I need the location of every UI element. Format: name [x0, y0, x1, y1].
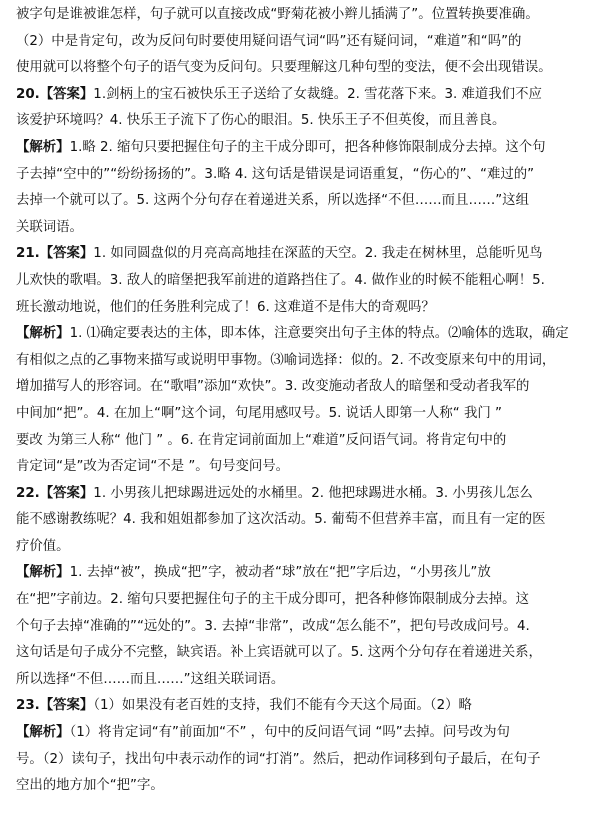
text-line [16, 454, 594, 481]
answer-label: 【解析】 [16, 565, 70, 581]
text-line [16, 374, 594, 401]
text-line [16, 560, 594, 587]
text-line [16, 773, 594, 800]
text-line [16, 693, 594, 720]
line-text: 中间加“把”。4. 在加上“啊”这个词，句尾用感叹号。5. 说话人即第一人称“ 我门 ” [16, 405, 502, 421]
text-line [16, 534, 594, 561]
line-text: 被字句是谁被谁怎样，句子就可以直接改成“野菊花被小辫儿插满了”。位置转换要准确。 [16, 7, 539, 22]
line-text: （2）中是肯定句，改为反问句时要使用疑问语气词“吗”还有疑问词，“难道”和“吗”的 [16, 33, 522, 49]
answer-label: 【解析】 [16, 139, 70, 155]
line-text: 1.剑柄上的宝石被快乐王子送给了女裁缝。2. 雪花落下来。3. 难道我们不应 [93, 86, 542, 102]
line-text: 班长激动地说，他们的任务胜利完成了！6. 这难道不是伟大的奇观吗？ [16, 299, 435, 315]
text-line [16, 241, 594, 268]
text-line [16, 348, 594, 375]
answer-label: 21.【答案】 [16, 246, 94, 262]
text-line [16, 747, 594, 774]
text-line [16, 428, 594, 455]
text-line [16, 507, 594, 534]
line-text: 增加描写人的形容词。在“歌唱”添加“欢快”。3. 改变施动者敌人的暗堡和受动者我军的 [16, 379, 530, 395]
line-text: 所以选择“不但……而且……”这组关联词语。 [16, 671, 285, 687]
line-text: 有相似之点的乙事物来描写或说明甲事物。⑶喻词选择：似的。2. 不改变原来句中的用词， [16, 352, 556, 368]
answer-label: 20.【答案】 [16, 86, 94, 102]
line-text: 这句话是句子成分不完整，缺宾语。补上宾语就可以了。5. 这两个分句存在着递进关系， [16, 645, 542, 661]
line-text: 该爱护环境吗？4. 快乐王子流下了伤心的眼泪。5. 快乐王子不但英俊，而且善良。 [16, 113, 506, 129]
line-text: 个句子去掉“准确的”“远处的”。3. 去掉“非常”，改成“怎么能不”，把句号改成问号。4. [16, 618, 530, 634]
text-line [16, 162, 594, 189]
line-text: （1）将肯定词“有”前面加“不” ，句中的反问语气词 “吗”去掉。问号改为句 [69, 725, 510, 741]
text-line [16, 215, 594, 242]
line-text: 号。（2）读句子，找出句中表示动作的词“打消”。然后，把动作词移到句子最后，在句子 [16, 751, 541, 767]
answer-label: 23.【答案】 [16, 698, 94, 714]
text-line [16, 82, 594, 109]
text-line [16, 321, 594, 348]
text-line [16, 188, 594, 215]
line-text: 儿欢快的歌唱。3. 敌人的暗堡把我军前进的道路挡住了。4. 做作业的时候不能粗心啊！5. [16, 272, 545, 288]
line-text: 1. 小男孩儿把球踢进远处的水桶里。2. 他把球踢进水桶。3. 小男孩儿怎么 [93, 485, 533, 501]
line-text: 去掉一个就可以了。5. 这两个分句存在着递进关系，所以选择“不但……而且……”这组 [16, 193, 529, 209]
line-text: 子去掉“空中的”“纷纷扬扬的”。3.略 4. 这句话是错误是词语重复，“伤心的”、“难过的” [16, 166, 535, 182]
line-text: 1. 如同圆盘似的月亮高高地挂在深蓝的天空。2. 我走在树林里，总能听见鸟 [93, 246, 543, 262]
answer-label: 22.【答案】 [16, 485, 94, 501]
text-line [16, 401, 594, 428]
text-line [16, 2, 594, 29]
line-text: 关联词语。 [16, 219, 83, 235]
text-line [16, 55, 594, 82]
line-text: 1. 去掉“被”，换成“把”字，被动者“球”放在“把”字后边，“小男孩儿”放 [69, 565, 491, 581]
line-text: 在“把”字前边。2. 缩句只要把握住句子的主干成分即可，把各种修饰限制成分去掉。这 [16, 592, 529, 608]
text-line [16, 268, 594, 295]
text-line [16, 720, 594, 747]
text-line [16, 481, 594, 508]
line-text: 疗价值。 [16, 538, 70, 554]
text-line [16, 29, 594, 56]
text-line [16, 667, 594, 694]
text-line [16, 640, 594, 667]
line-text: 1. ⑴确定要表达的主体，即本体，注意要突出句子主体的特点。⑵喻体的选取，确定 [69, 326, 569, 342]
line-text: 使用就可以将整个句子的语气变为反问句。只要理解这几种句型的变法，便不会出现错误。 [16, 60, 552, 76]
text-line [16, 587, 594, 614]
answer-label: 【解析】 [16, 725, 70, 741]
line-text: 1.略 2. 缩句只要把握住句子的主干成分即可，把各种修饰限制成分去掉。这个句 [69, 139, 546, 155]
text-line [16, 800, 594, 827]
text-line [16, 135, 594, 162]
answer-label: 【解析】 [16, 326, 70, 342]
text-line [16, 295, 594, 322]
line-text: 空出的地方加个“把”字。 [16, 778, 164, 794]
text-line [16, 108, 594, 135]
line-text: 能不感谢教练呢？4. 我和姐姐都参加了这次活动。5. 葡萄不但营养丰富，而且有一定的医 [16, 512, 546, 528]
line-text: 要改 为第三人称“ 他门 ” 。6. 在肯定词前面加上“难道”反问语气词。将肯定句中的 [16, 432, 507, 448]
line-text: 肯定词“是”改为否定词“不是 ”。句号变问号。 [16, 459, 290, 475]
line-text: （1）如果没有老百姓的支持，我们不能有今天这个局面。（2）略 [93, 698, 472, 714]
text-line [16, 614, 594, 641]
